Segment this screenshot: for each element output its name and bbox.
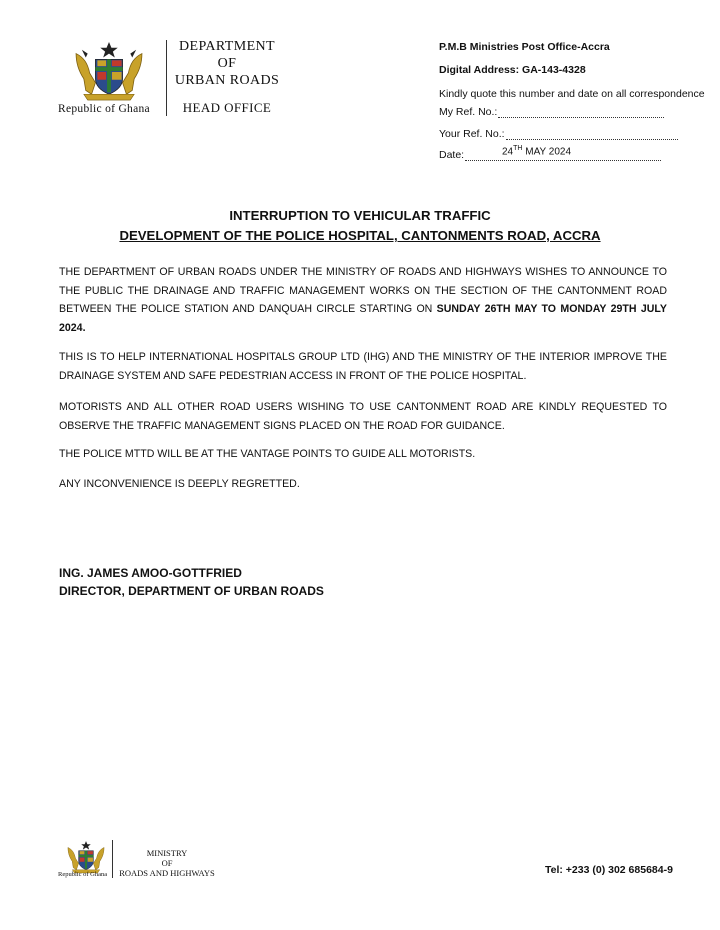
- ministry-line-3: ROADS AND HIGHWAYS: [119, 868, 215, 878]
- digital-address: Digital Address: GA-143-4328: [439, 64, 586, 76]
- notice-title: INTERRUPTION TO VEHICULAR TRAFFIC: [229, 208, 491, 223]
- my-ref-blank: [498, 106, 664, 118]
- works-period: SUNDAY 26TH MAY TO MONDAY 29TH JULY 2024.: [59, 303, 667, 334]
- department-name: [172, 38, 282, 89]
- footer-republic-label: Republic of Ghana: [58, 871, 108, 878]
- paragraph-apology: ANY INCONVENIENCE IS DEEPLY REGRETTED.: [59, 478, 300, 490]
- telephone-number: Tel: +233 (0) 302 685684-9: [545, 864, 673, 876]
- head-office-label: HEAD OFFICE: [182, 100, 272, 115]
- my-ref-line: [439, 106, 664, 118]
- paragraph-purpose: THIS IS TO HELP INTERNATIONAL HOSPITALS GROUP LTD (IHG) AND THE MINISTRY OF THE INTERIOR IMPROVE THE DRAINAGE SYSTEM AND SAFE PEDESTRIAN ACCESS IN FRONT OF THE POLICE HOSPITAL.: [59, 351, 667, 382]
- paragraph-announcement-text: THE DEPARTMENT OF URBAN ROADS UNDER THE MINISTRY OF ROADS AND HIGHWAYS WISHES TO ANNOUNCE TO THE PUBLIC THE DRAINAGE AND TRAFFIC MANAGEMENT WORKS ON THE SECTION OF THE CANTONMENT ROAD BETWEEN THE POLICE STATION AND DANQUAH CIRCLE STARTING ON: [59, 266, 667, 316]
- signatory-title: DIRECTOR, DEPARTMENT OF URBAN ROADS: [59, 584, 324, 598]
- letterhead-divider: [166, 40, 167, 116]
- department-line-2: OF: [217, 56, 237, 71]
- date-month-year: MAY 2024: [525, 146, 572, 158]
- department-line-1: DEPARTMENT: [179, 39, 275, 54]
- paragraph-police: THE POLICE MTTD WILL BE AT THE VANTAGE POINTS TO GUIDE ALL MOTORISTS.: [59, 448, 476, 460]
- letter-date: [502, 145, 571, 157]
- paragraph-announcement: [59, 263, 667, 337]
- your-ref-label: Your Ref. No.:: [439, 128, 505, 140]
- notice-subtitle: DEVELOPMENT OF THE POLICE HOSPITAL, CANTONMENTS ROAD, ACCRA: [119, 228, 601, 243]
- paragraph-request: MOTORISTS AND ALL OTHER ROAD USERS WISHING TO USE CANTONMENT ROAD ARE KINDLY REQUESTED TO OBSERVE THE TRAFFIC MANAGEMENT SIGNS PLACED ON THE ROAD FOR GUIDANCE.: [59, 401, 667, 432]
- date-label: Date:: [439, 149, 465, 161]
- ministry-line-2: OF: [161, 858, 173, 868]
- department-line-3: URBAN ROADS: [174, 73, 280, 88]
- footer-divider: [112, 840, 113, 878]
- your-ref-line: [439, 128, 678, 140]
- quote-note: Kindly quote this number and date on all correspondence: [439, 88, 705, 100]
- date-day: 24: [502, 146, 514, 158]
- footer-coat-of-arms-icon: [64, 840, 108, 874]
- date-suffix: TH: [513, 145, 523, 152]
- my-ref-label: My Ref. No.:: [439, 106, 498, 118]
- republic-of-ghana-label: Republic of Ghana: [58, 103, 150, 115]
- signatory-name: ING. JAMES AMOO-GOTTFRIED: [59, 566, 242, 580]
- ghana-coat-of-arms-icon: [70, 40, 148, 102]
- pmb-address: P.M.B Ministries Post Office-Accra: [439, 41, 610, 53]
- ministry-name: [114, 848, 220, 878]
- your-ref-blank: [506, 128, 678, 140]
- ministry-line-1: MINISTRY: [146, 848, 188, 858]
